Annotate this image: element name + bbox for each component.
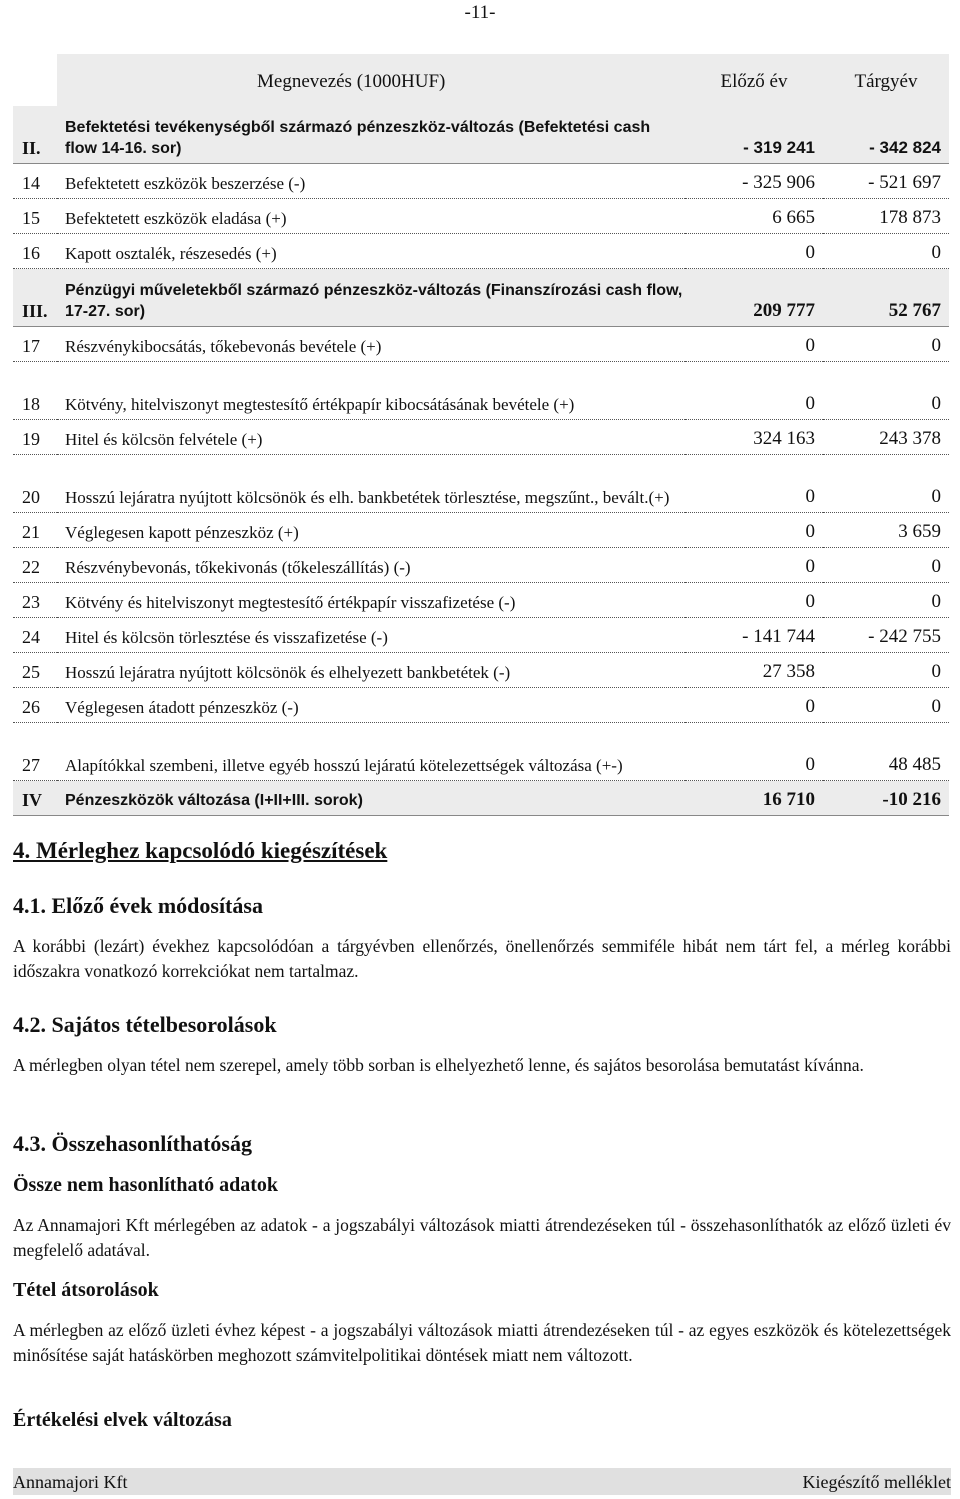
row-current-year: - 242 755	[823, 618, 949, 653]
row-current-year: 0	[823, 234, 949, 269]
row-previous-year: 0	[685, 327, 823, 362]
table-row	[13, 164, 949, 199]
row-number: 24	[13, 618, 57, 653]
page-number: -11-	[464, 2, 496, 23]
table-row	[13, 653, 949, 688]
row-name: Részvénybevonás, tőkekivonás (tőkeleszállítás) (-)	[57, 548, 685, 583]
row-current-year: -10 216	[823, 781, 949, 816]
table-row	[13, 583, 949, 618]
table-row	[13, 234, 949, 269]
row-name: Pénzeszközök változása (I+II+III. sorok)	[57, 781, 685, 816]
row-number: II.	[13, 106, 57, 164]
row-current-year: 0	[823, 583, 949, 618]
row-previous-year: 6 665	[685, 199, 823, 234]
row-number: 26	[13, 688, 57, 723]
section-4-2-text: A mérlegben olyan tétel nem szerepel, amely több sorban is elhelyezhető lenne, és sajátos besorolása bemutatást kívánna.	[13, 1055, 864, 1075]
row-number: IV	[13, 781, 57, 816]
section-4-3-text-2: A mérlegben az előző üzleti évhez képest - a jogszabályi változások miatti átrendezéseken túl - az egyes eszközök és kötelezettségek minősítése saját hatáskörben meghozott számvitelpolitikai döntések miatt nem változott.	[13, 1320, 951, 1365]
row-name: Befektetett eszközök eladása (+)	[57, 199, 685, 234]
row-name: Véglegesen átadott pénzeszköz (-)	[57, 688, 685, 723]
row-number: 17	[13, 327, 57, 362]
row-previous-year: 0	[685, 234, 823, 269]
row-name: Hitel és kölcsön törlesztése és visszafizetése (-)	[57, 618, 685, 653]
row-current-year: 0	[823, 327, 949, 362]
row-previous-year: 0	[685, 723, 823, 781]
row-number: 25	[13, 653, 57, 688]
row-current-year: - 521 697	[823, 164, 949, 199]
row-current-year: 3 659	[823, 513, 949, 548]
table-row	[13, 618, 949, 653]
section-4-3-subheading-2: Tétel átsorolások	[13, 1279, 159, 1301]
row-name: Kötvény és hitelviszonyt megtestesítő értékpapír visszafizetése (-)	[57, 583, 685, 618]
row-previous-year: 209 777	[685, 269, 823, 327]
row-number: 14	[13, 164, 57, 199]
row-name: Befektetési tevékenységből származó pénzeszköz-változás (Befektetési cash flow 14-16. sor)	[57, 106, 685, 164]
row-current-year: - 342 824	[823, 106, 949, 164]
row-previous-year: 0	[685, 362, 823, 420]
row-name: Részvénykibocsátás, tőkebevonás bevétele (+)	[57, 327, 685, 362]
row-number: 20	[13, 455, 57, 513]
table-row	[13, 199, 949, 234]
row-number: 27	[13, 723, 57, 781]
section-4-1-title: 4.1. Előző évek módosítása	[13, 893, 263, 918]
row-current-year: 52 767	[823, 269, 949, 327]
row-previous-year: - 319 241	[685, 106, 823, 164]
footer-document-title: Kiegészítő melléklet	[802, 1472, 951, 1492]
table-row-section-iv	[13, 781, 949, 816]
row-number: 21	[13, 513, 57, 548]
section-4-3-title: 4.3. Összehasonlíthatóság	[13, 1131, 252, 1156]
table-header-row	[13, 54, 949, 106]
section-4-2-title: 4.2. Sajátos tételbesorolások	[13, 1012, 277, 1037]
cash-flow-table	[13, 54, 949, 816]
table-row	[13, 327, 949, 362]
table-row	[13, 420, 949, 455]
table-row	[13, 455, 949, 513]
section-4-3-text-1: Az Annamajori Kft mérlegében az adatok - a jogszabályi változások miatti átrendezéseken túl - összehasonlíthatók az előző üzleti év megfelelő adatával.	[13, 1215, 951, 1260]
row-number: 19	[13, 420, 57, 455]
table-row	[13, 513, 949, 548]
row-previous-year: 0	[685, 583, 823, 618]
section-4-3-subheading-3: Értékelési elvek változása	[13, 1409, 232, 1431]
row-number: 15	[13, 199, 57, 234]
header-name: Megnevezés (1000HUF)	[57, 54, 685, 106]
header-number	[13, 54, 57, 106]
footer-company: Annamajori Kft	[13, 1472, 128, 1492]
section-4-1-text: A korábbi (lezárt) évekhez kapcsolódóan a tárgyévben ellenőrzés, önellenőrzés semmiféle hibát nem tárt fel, a mérleg korábbi időszakra vonatkozó korrekciókat nem tartalmaz.	[13, 936, 951, 981]
row-name: Kötvény, hitelviszonyt megtestesítő értékpapír kibocsátásának bevétele (+)	[57, 362, 685, 420]
row-number: 16	[13, 234, 57, 269]
row-name: Alapítókkal szembeni, illetve egyéb hosszú lejáratú kötelezettségek változása (+-)	[57, 723, 685, 781]
row-current-year: 178 873	[823, 199, 949, 234]
table-row	[13, 688, 949, 723]
row-name: Véglegesen kapott pénzeszköz (+)	[57, 513, 685, 548]
row-number: 23	[13, 583, 57, 618]
row-number: III.	[13, 269, 57, 327]
table-row	[13, 548, 949, 583]
table-row-section-iii	[13, 269, 949, 327]
row-number: 22	[13, 548, 57, 583]
row-previous-year: 0	[685, 513, 823, 548]
row-previous-year: 16 710	[685, 781, 823, 816]
row-current-year: 243 378	[823, 420, 949, 455]
row-current-year: 0	[823, 653, 949, 688]
table-row-section-ii	[13, 106, 949, 164]
section-4-title: 4. Mérleghez kapcsolódó kiegészítések	[13, 838, 388, 863]
row-current-year: 0	[823, 362, 949, 420]
row-previous-year: 27 358	[685, 653, 823, 688]
row-name: Kapott osztalék, részesedés (+)	[57, 234, 685, 269]
row-current-year: 48 485	[823, 723, 949, 781]
header-previous-year: Előző év	[685, 54, 823, 106]
row-current-year: 0	[823, 548, 949, 583]
row-name: Befektetett eszközök beszerzése (-)	[57, 164, 685, 199]
row-name: Hitel és kölcsön felvétele (+)	[57, 420, 685, 455]
row-current-year: 0	[823, 455, 949, 513]
header-current-year: Tárgyév	[823, 54, 949, 106]
row-current-year: 0	[823, 688, 949, 723]
row-previous-year: 0	[685, 548, 823, 583]
page-footer	[13, 1468, 951, 1495]
row-name: Pénzügyi műveletekből származó pénzeszköz-változás (Finanszírozási cash flow, 17-27. sor)	[57, 269, 685, 327]
row-previous-year: 0	[685, 688, 823, 723]
row-previous-year: 324 163	[685, 420, 823, 455]
row-number: 18	[13, 362, 57, 420]
row-previous-year: - 325 906	[685, 164, 823, 199]
section-4-3-subheading-1: Össze nem hasonlítható adatok	[13, 1174, 279, 1196]
table-row	[13, 362, 949, 420]
table-row	[13, 723, 949, 781]
row-previous-year: 0	[685, 455, 823, 513]
row-previous-year: - 141 744	[685, 618, 823, 653]
row-name: Hosszú lejáratra nyújtott kölcsönök és elhelyezett bankbetétek (-)	[57, 653, 685, 688]
row-name: Hosszú lejáratra nyújtott kölcsönök és elh. bankbetétek törlesztése, megszűnt., bevált.(+)	[57, 455, 685, 513]
